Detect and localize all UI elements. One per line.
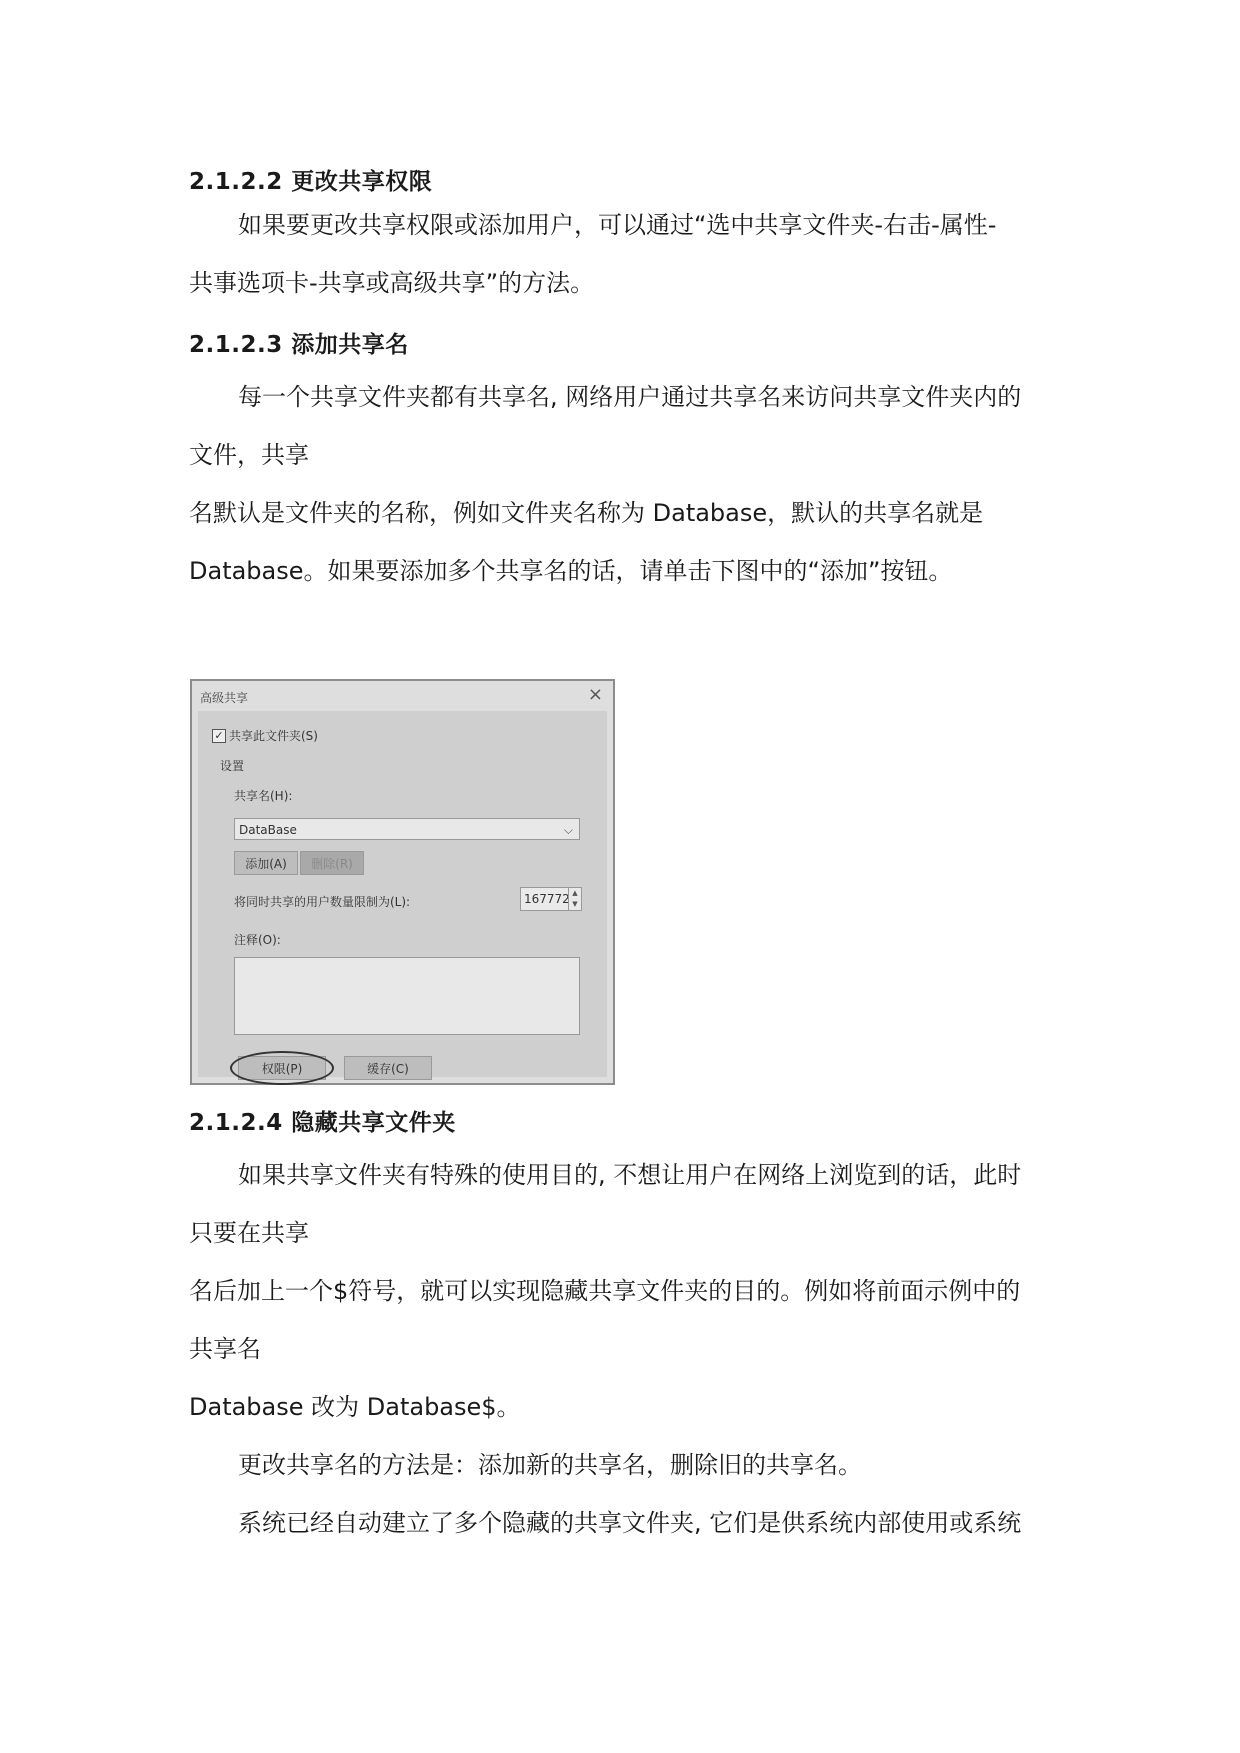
advanced-sharing-dialog-figure <box>190 679 615 1085</box>
paragraph-line: 如果共享文件夹有特殊的使用目的, 不想让用户在网络上浏览到的话，此时 <box>238 1161 1022 1189</box>
share-folder-label: 共享此文件夹(S) <box>229 729 318 743</box>
spin-arrows-icon[interactable]: ▲ ▼ <box>568 888 581 910</box>
paragraph-line: 名默认是文件夹的名称，例如文件夹名称为 Database，默认的共享名就是 <box>189 499 984 527</box>
comment-textarea[interactable] <box>234 957 580 1035</box>
share-name-label: 共享名(H): <box>234 789 293 803</box>
paragraph-line: 名后加上一个$符号，就可以实现隐藏共享文件夹的目的。例如将前面示例中的 <box>189 1277 1021 1305</box>
comment-label: 注释(O): <box>234 933 281 947</box>
paragraph-line: 系统已经自动建立了多个隐藏的共享文件夹, 它们是供系统内部使用或系统 <box>238 1509 1022 1537</box>
checkmark-icon: ✓ <box>212 729 226 743</box>
dialog-title: 高级共享 <box>200 691 249 705</box>
permissions-button[interactable]: 权限(P) <box>238 1056 326 1080</box>
paragraph-line: 如果要更改共享权限或添加用户，可以通过“选中共享文件夹-右击-属性- <box>238 211 997 239</box>
paragraph-line: Database 改为 Database$。 <box>189 1393 521 1421</box>
cache-button[interactable]: 缓存(C) <box>344 1056 432 1080</box>
paragraph-line: Database。如果要添加多个共享名的话，请单击下图中的“添加”按钮。 <box>189 557 953 585</box>
close-icon[interactable]: × <box>587 684 603 705</box>
highlight-ellipse <box>230 1051 334 1085</box>
add-button[interactable]: 添加(A) <box>234 851 298 875</box>
share-name-select[interactable] <box>234 818 580 840</box>
share-folder-checkbox[interactable] <box>212 727 318 744</box>
paragraph-line: 只要在共享 <box>189 1219 309 1247</box>
delete-button[interactable]: 删除(R) <box>300 851 364 875</box>
user-limit-label: 将同时共享的用户数量限制为(L): <box>234 895 411 909</box>
settings-group-label: 设置 <box>220 759 245 773</box>
heading-2-1-2-3: 2.1.2.3 添加共享名 <box>189 332 409 358</box>
paragraph-line: 文件，共享 <box>189 441 309 469</box>
dialog-body <box>198 711 607 1077</box>
paragraph-line: 共享名 <box>189 1335 261 1363</box>
paragraph-line: 每一个共享文件夹都有共享名, 网络用户通过共享名来访问共享文件夹内的 <box>238 383 1022 411</box>
heading-2-1-2-2: 2.1.2.2 更改共享权限 <box>189 169 433 195</box>
paragraph-line: 共事选项卡-共享或高级共享”的方法。 <box>189 269 595 297</box>
share-name-value: DataBase <box>239 823 297 837</box>
paragraph-line: 更改共享名的方法是：添加新的共享名，删除旧的共享名。 <box>238 1451 862 1479</box>
chevron-down-icon: ⌵ <box>563 823 573 837</box>
user-limit-value: 167772 <box>524 892 570 906</box>
heading-2-1-2-4: 2.1.2.4 隐藏共享文件夹 <box>189 1110 456 1136</box>
user-limit-stepper[interactable] <box>520 887 582 911</box>
